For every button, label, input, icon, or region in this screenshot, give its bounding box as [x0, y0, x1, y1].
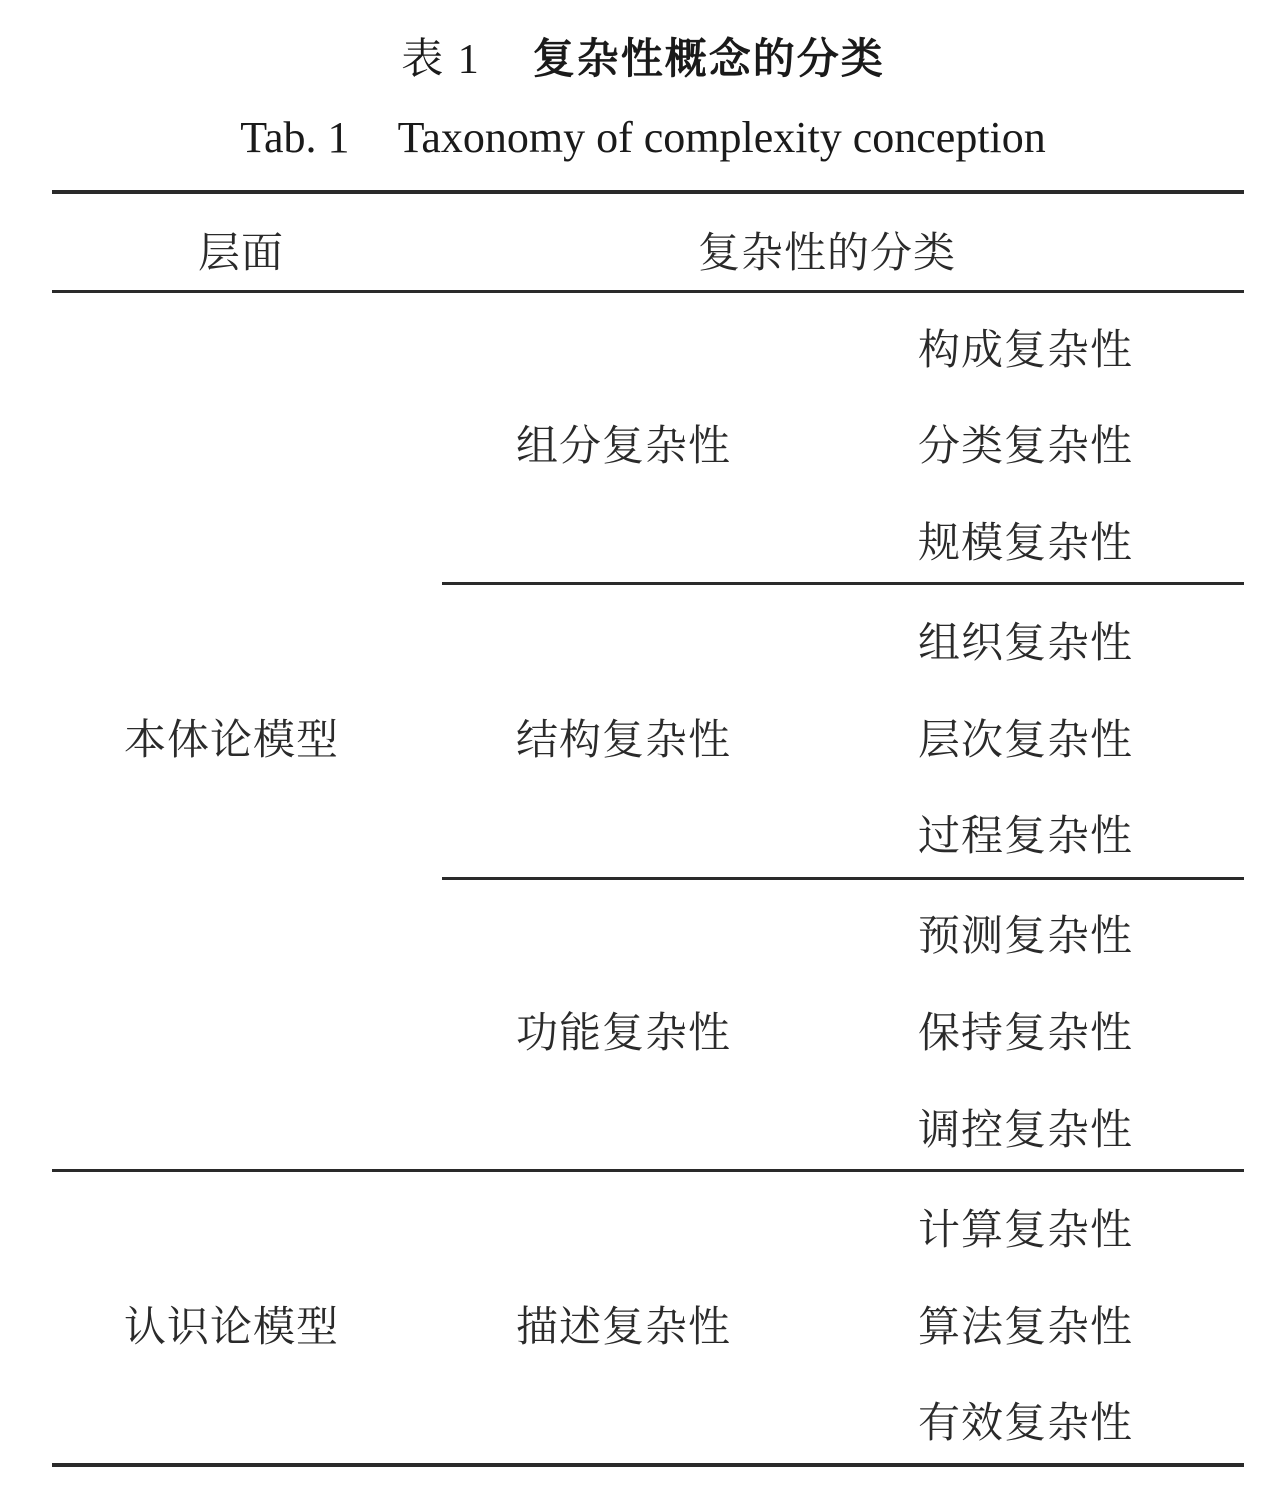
category-structure: 结构复杂性 [516, 715, 732, 764]
caption-en-title: Taxonomy of complexity conception [397, 113, 1046, 162]
caption-en-prefix: Tab. 1 [240, 113, 350, 162]
level-divider [52, 1169, 1244, 1172]
category-function: 功能复杂性 [516, 1008, 732, 1057]
item: 预测复杂性 [918, 911, 1134, 960]
table-caption-en [0, 112, 1286, 163]
item: 算法复杂性 [918, 1302, 1134, 1351]
category-description: 描述复杂性 [516, 1302, 732, 1351]
caption-cn-prefix: 表 1 [401, 37, 481, 83]
category-component: 组分复杂性 [516, 421, 732, 470]
item: 层次复杂性 [918, 715, 1134, 764]
item: 组织复杂性 [918, 618, 1134, 667]
group-divider-1 [442, 582, 1244, 585]
item: 调控复杂性 [918, 1105, 1134, 1154]
item: 过程复杂性 [918, 811, 1134, 860]
item: 构成复杂性 [918, 325, 1134, 374]
item: 规模复杂性 [918, 518, 1134, 567]
header-rule [52, 290, 1244, 293]
level-epistemology: 认识论模型 [124, 1302, 340, 1351]
item: 有效复杂性 [918, 1398, 1134, 1447]
bottom-rule [52, 1463, 1244, 1467]
item: 计算复杂性 [918, 1205, 1134, 1254]
group-divider-2 [442, 877, 1244, 880]
header-classification: 复杂性的分类 [698, 228, 957, 277]
header-level: 层面 [198, 228, 285, 277]
table-caption-cn [0, 26, 1286, 86]
level-ontology: 本体论模型 [124, 715, 340, 764]
item: 保持复杂性 [918, 1008, 1134, 1057]
caption-cn-title: 复杂性概念的分类 [532, 34, 885, 83]
item: 分类复杂性 [918, 421, 1134, 470]
top-rule [52, 190, 1244, 194]
